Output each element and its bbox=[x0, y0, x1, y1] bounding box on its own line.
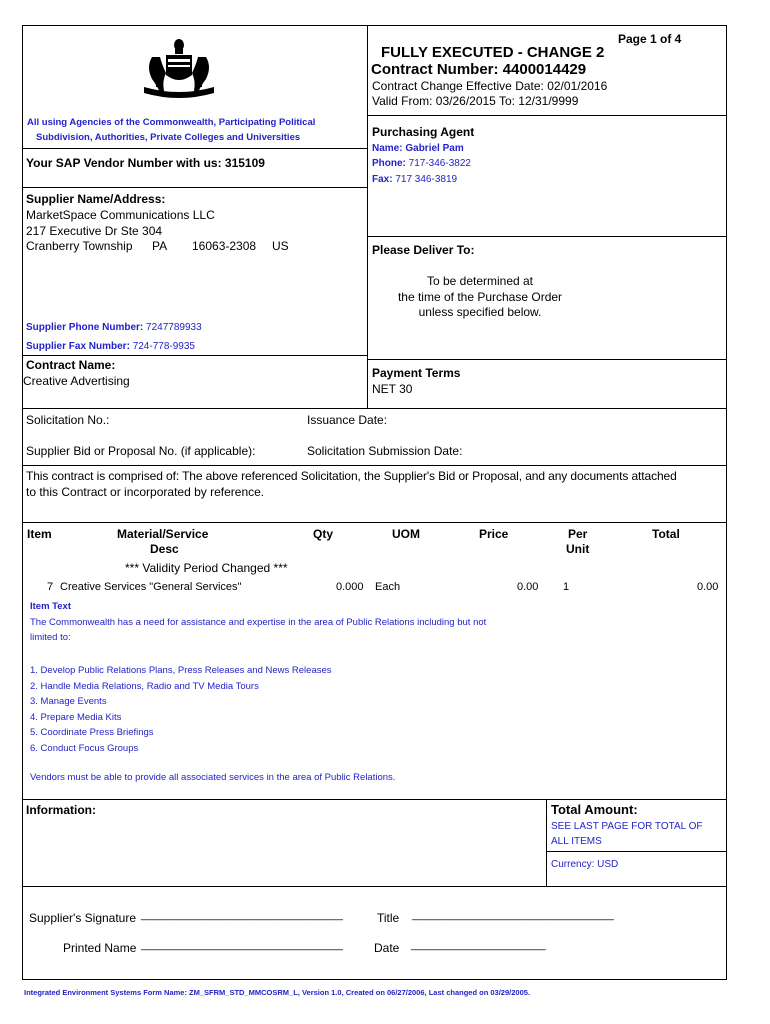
total-note-line2: ALL ITEMS bbox=[551, 836, 602, 847]
commonwealth-seal-icon bbox=[138, 37, 220, 99]
total-divider bbox=[546, 799, 547, 887]
agencies-line1: All using Agencies of the Commonwealth, Participating Political bbox=[27, 117, 316, 128]
sap-vendor-number: Your SAP Vendor Number with us: 315109 bbox=[26, 156, 265, 170]
supplier-name: MarketSpace Communications LLC bbox=[26, 208, 215, 222]
valid-dates: Valid From: 03/26/2015 To: 12/31/9999 bbox=[372, 94, 579, 108]
total-mid bbox=[546, 851, 727, 852]
frame-right bbox=[726, 25, 727, 980]
contract-number: Contract Number: 4400014429 bbox=[371, 61, 587, 78]
supplier-fax bbox=[26, 341, 195, 352]
col-uom: UOM bbox=[392, 527, 420, 541]
col-item: Item bbox=[27, 527, 52, 541]
date-line[interactable]: ______________________ bbox=[411, 939, 546, 951]
row-uom: Each bbox=[375, 581, 401, 593]
sap-bottom bbox=[22, 187, 368, 188]
information-label: Information: bbox=[26, 803, 96, 817]
deliver-bottom bbox=[367, 359, 727, 360]
agent-bottom bbox=[367, 236, 727, 237]
title-line[interactable]: _________________________________ bbox=[412, 909, 614, 921]
table-top bbox=[22, 522, 727, 523]
supplier-country: US bbox=[272, 239, 289, 253]
solicitation-no: Solicitation No.: bbox=[26, 413, 110, 427]
payment-bottom bbox=[22, 408, 727, 409]
col-price: Price bbox=[479, 527, 509, 541]
agent-fax-value: 717 346-3819 bbox=[395, 174, 458, 185]
deliver-line1: To be determined at bbox=[426, 274, 534, 288]
document-title: FULLY EXECUTED - CHANGE 2 bbox=[381, 44, 605, 61]
col-total: Total bbox=[652, 527, 680, 541]
col-unit: Unit bbox=[566, 542, 590, 556]
supplier-heading: Supplier Name/Address: bbox=[26, 192, 166, 206]
form-footer: Integrated Environment Systems Form Name: ZM_SFRM_STD_MMCOSRM_L, Version 1.0, Created on 06/27/2006, Last changed on 03/29/2005. bbox=[24, 988, 530, 997]
list-item: 5. Coordinate Press Briefings bbox=[30, 727, 154, 738]
supplier-zip: 16063-2308 bbox=[192, 239, 257, 253]
purchasing-agent-heading: Purchasing Agent bbox=[372, 125, 475, 139]
agent-phone-value: 717-346-3822 bbox=[408, 158, 471, 169]
solicitation-bottom bbox=[22, 465, 727, 466]
supplier-phone bbox=[26, 322, 202, 333]
page-number: Page 1 of 4 bbox=[618, 32, 682, 46]
deliver-line2: the time of the Purchase Order bbox=[397, 290, 563, 304]
list-item: 2. Handle Media Relations, Radio and TV Media Tours bbox=[30, 680, 259, 692]
item-text-line1: The Commonwealth has a need for assistance and expertise in the area of Public Relations including but not bbox=[30, 617, 487, 628]
date-label: Date bbox=[374, 941, 400, 955]
title-label: Title bbox=[377, 911, 400, 925]
list-item: 3. Manage Events bbox=[30, 696, 107, 707]
col-qty: Qty bbox=[313, 527, 334, 541]
list-item: 6. Conduct Focus Groups bbox=[30, 742, 139, 754]
row-per: 1 bbox=[563, 581, 570, 593]
issuance-date: Issuance Date: bbox=[307, 413, 388, 427]
printed-name-line[interactable]: _________________________________ bbox=[141, 939, 343, 951]
submission-date: Solicitation Submission Date: bbox=[307, 444, 463, 458]
agent-name bbox=[372, 143, 464, 154]
info-bottom bbox=[22, 886, 727, 887]
contract-name-heading: Contract Name: bbox=[26, 358, 116, 372]
list-item: 1. Develop Public Relations Plans, Press Releases and News Releases bbox=[30, 665, 332, 676]
agent-fax bbox=[372, 174, 457, 185]
supplier-fax-label: Supplier Fax Number: bbox=[26, 341, 130, 352]
supplier-street: 217 Executive Dr Ste 304 bbox=[26, 224, 163, 238]
supplier-state: PA bbox=[152, 239, 168, 253]
agent-name-label: Name: bbox=[372, 143, 403, 154]
upper-divider bbox=[367, 25, 368, 409]
agent-phone-label: Phone: bbox=[372, 158, 406, 169]
total-note-line1: SEE LAST PAGE FOR TOTAL OF bbox=[551, 821, 703, 832]
row-total: 0.00 bbox=[697, 581, 719, 593]
row-item: 7 bbox=[47, 581, 54, 593]
col-material-desc: Desc bbox=[150, 542, 179, 556]
item-text-line2: limited to: bbox=[30, 632, 71, 643]
comprised-line2: to this Contract or incorporated by reference. bbox=[26, 485, 265, 499]
total-amount-heading: Total Amount: bbox=[551, 802, 638, 817]
supplier-phone-label: Supplier Phone Number: bbox=[26, 322, 144, 333]
frame-bottom bbox=[22, 979, 727, 980]
printed-name-label: Printed Name bbox=[63, 941, 137, 955]
bid-proposal-no: Supplier Bid or Proposal No. (if applicable): bbox=[26, 444, 256, 458]
agent-fax-label: Fax: bbox=[372, 174, 393, 185]
agencies-line2: Subdivision, Authorities, Private Colleges and Universities bbox=[36, 132, 301, 143]
agent-phone bbox=[372, 158, 471, 169]
supplier-signature-label: Supplier's Signature bbox=[29, 911, 137, 925]
comprised-line1: This contract is comprised of: The above referenced Solicitation, the Supplier's Bid or Proposal, and any documents attached bbox=[26, 469, 677, 483]
service-list bbox=[30, 663, 332, 756]
item-text-label: Item Text bbox=[30, 601, 72, 612]
col-per: Per bbox=[568, 527, 588, 541]
row-price: 0.00 bbox=[517, 581, 539, 593]
table-bottom bbox=[22, 799, 727, 800]
currency: Currency: USD bbox=[551, 859, 619, 870]
supplier-bottom bbox=[22, 355, 368, 356]
agent-name-value: Gabriel Pam bbox=[405, 143, 464, 154]
supplier-fax-value: 724-778-9935 bbox=[132, 341, 195, 352]
contract-name-value: Creative Advertising bbox=[23, 374, 130, 388]
supplier-phone-value: 7247789933 bbox=[146, 322, 202, 333]
deliver-heading: Please Deliver To: bbox=[372, 243, 475, 257]
frame-left bbox=[22, 25, 23, 980]
list-item: 4. Prepare Media Kits bbox=[30, 711, 122, 723]
col-material: Material/Service bbox=[117, 527, 209, 541]
header-bottom bbox=[367, 115, 727, 116]
row-desc: Creative Services "General Services" bbox=[60, 581, 242, 593]
validity-changed: *** Validity Period Changed *** bbox=[125, 561, 288, 575]
deliver-line3: unless specified below. bbox=[418, 305, 542, 319]
frame-top bbox=[22, 25, 727, 26]
row-qty: 0.000 bbox=[336, 581, 364, 593]
supplier-signature-line[interactable]: _________________________________ bbox=[141, 909, 343, 921]
supplier-city: Cranberry Township bbox=[26, 239, 133, 253]
effective-date: Contract Change Effective Date: 02/01/2016 bbox=[372, 79, 608, 93]
vendors-note: Vendors must be able to provide all associated services in the area of Public Relations. bbox=[30, 772, 396, 783]
payment-terms-heading: Payment Terms bbox=[372, 366, 461, 380]
payment-terms-value: NET 30 bbox=[372, 382, 413, 396]
agencies-bottom bbox=[22, 148, 368, 149]
